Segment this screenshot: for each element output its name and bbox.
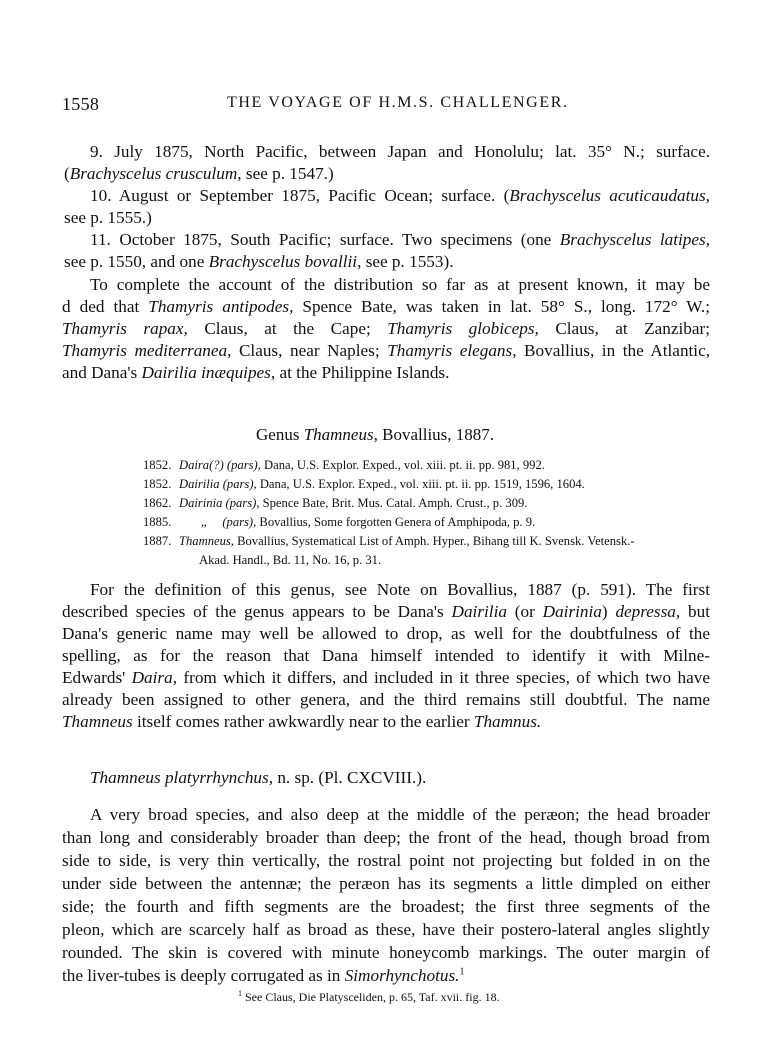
paragraph-line: Thamyris mediterranea, Claus, near Naples; Thamyris elegans, Bovallius, in the Atlantic,: [62, 341, 711, 360]
paragraph-line: A very broad species, and also deep at the middle of the peræon; the head broader: [90, 805, 710, 824]
paragraph-line: and Dana's Dairilia inæquipes, at the Philippine Islands.: [62, 363, 450, 382]
synonymy-entry: Akad. Handl., Bd. 11, No. 16, p. 31.: [199, 553, 382, 567]
paragraph-line: than long and considerably broader than deep; the front of the head, though broad from: [62, 828, 710, 847]
list-item: 10. August or September 1875, Pacific Ocean; surface. (Brachyscelus acuticaudatus,: [90, 186, 710, 205]
paragraph-line: rounded. The skin is covered with minute honeycomb markings. The outer margin of: [62, 943, 710, 962]
list-item: 9. July 1875, North Pacific, between Japan and Honolulu; lat. 35° N.; surface.: [90, 142, 710, 161]
paragraph-line: described species of the genus appears to be Dana's Dairilia (or Dairinia) depressa, but: [62, 602, 711, 621]
paragraph-line: Edwards' Daira, from which it differs, and included in it three species, of which two have: [62, 668, 710, 687]
paragraph-line: side; the fourth and fifth segments are the broadest; the first three segments of the: [62, 897, 710, 916]
list-item: see p. 1550, and one Brachyscelus bovallii, see p. 1553).: [64, 252, 454, 271]
paragraph-line: Thamneus itself comes rather awkwardly near to the earlier Thamnus.: [62, 712, 542, 731]
paragraph-line: pleon, which are scarcely half as broad as these, have their postero-lateral angles slightly: [62, 920, 710, 939]
paragraph-line: spelling, as for the reason that Dana himself intended to identify it with Milne-: [62, 646, 710, 665]
list-item: 11. October 1875, South Pacific; surface. Two specimens (one Brachyscelus latipes,: [90, 230, 710, 249]
running-title: THE VOYAGE OF H.M.S. CHALLENGER.: [227, 94, 569, 111]
paragraph-line: already been assigned to other genera, and the third remains still doubtful. The name: [62, 690, 710, 709]
paragraph-line: under side between the antennæ; the peræon has its segments a little dimpled on either: [62, 874, 710, 893]
footnote: $^1$ See Claus, Die Platysceliden, p. 65, Taf. xvii. fig. 18.: [238, 989, 500, 1004]
book-page: 1558 THE VOYAGE OF H.M.S. CHALLENGER. 9. July 1875, North Pacific, between Japan and Honolulu; lat. 35° N.; surface. (Brachyscelus crusculum, see p. 1547.) 10. August or September 1875, Pacific Ocean; surface. (Brachyscelus acuticaudatus, see p. 1555.) 11. October 1875, South Pacific; surface. Two specimens (one Brachyscelus latipes, see p. 1550, and one Brachyscelus bovallii, see p. 1553). To complete the account of the distribution so far as at present known, it may be d ded that Thamyris antipodes, Spence Bate, was taken in lat. 58° S., long. 172° W.; Thamyris rapax, Claus, at the Cape; Thamyris globiceps, Claus, at Zanzibar; Thamyris mediterranea, Claus, near Naples; Thamyris elegans, Bovallius, in the Atlantic, and Dana's Dairilia inæquipes, at the Philippine Islands. Genus Thamneus, Bovallius, 1887. 1852. Daira(?) (pars), Dana, U.S. Explor. Exped., vol. xiii. pt. ii. pp. 981, 992. 1852. Dairilia (pars), Dana, U.S. Explor. Exped., vol. xiii. pt. ii. pp. 1519, 1596, 1604. 1862. Dairinia (pars), Spence Bate, Brit. Mus. Catal. Amph. Crust., p. 309. 1885. „ (pars), Bovallius, Some forgotten Genera of Amphipoda, p. 9. 1887. Thamneus, Bovallius, Systematical List of Amph. Hyper., Bihang till K. Svensk. Vetensk.- Akad. Handl., Bd. 11, No. 16, p. 31. For the definition of this genus, see Note on Bovallius, 1887 (p. 591). The first described species of the genus appears to be Dana's Dairilia (or Dairinia) depressa, but Dana's generic name may well be allowed to drop, as well for the doubtfulness of the spelling, as for the reason that Dana himself intended to identify it with Milne- Edwards' Daira, from which it differs, and included in it three species, of which two have already been assigned to other genera, and the third remains still doubtful. The name Thamneus itself comes rather awkwardly near to the earlier Thamnus. Thamneus platyrrhynchus, n. sp. (Pl. CXCVIII.). A very broad species, and also deep at the middle of the peræon; the head broader than long and considerably broader than deep; the front of the head, though broad from side to side, is very thin vertically, the rostral point not projecting but folded in on the under side between the antennæ; the peræon has its segments a little dimpled on either side; the fourth and fifth segments are the broadest; the first three segments of the pleon, which are scarcely half as broad as these, have their postero-lateral angles slightly rounded. The skin is covered with minute honeycomb markings. The outer margin of the liver-tubes is deeply corrugated as in Simorhynchotus.$^1$ $^1$ See Claus, Die Platysceliden, p. 65, Taf. xvii. fig. 18.: [62, 94, 711, 1004]
page-number: 1558: [62, 94, 100, 114]
paragraph-line: the liver-tubes is deeply corrugated as in Simorhynchotus.$^1$: [62, 966, 465, 985]
list-item: (Brachyscelus crusculum, see p. 1547.): [64, 164, 334, 183]
paragraph-line: Thamyris rapax, Claus, at the Cape; Thamyris globiceps, Claus, at Zanzibar;: [62, 319, 710, 338]
footnote-marker: 1: [459, 966, 465, 978]
paragraph-line: d ded that Thamyris antipodes, Spence Bate, was taken in lat. 58° S., long. 172° W.;: [62, 297, 710, 316]
page-header: [62, 94, 710, 120]
paragraph-line: For the definition of this genus, see Note on Bovallius, 1887 (p. 591). The first: [90, 580, 710, 599]
paragraph-line: side to side, is very thin vertically, the rostral point not projecting but folded in on the: [62, 851, 710, 870]
paragraph-line: Dana's generic name may well be allowed to drop, as well for the doubtfulness of the: [62, 624, 710, 643]
genus-heading: Genus Thamneus, Bovallius, 1887.: [256, 425, 495, 444]
paragraph-line: To complete the account of the distribution so far as at present known, it may be: [90, 275, 710, 294]
list-item: see p. 1555.): [64, 208, 152, 227]
species-heading: Thamneus platyrrhynchus, n. sp. (Pl. CXCVIII.).: [90, 768, 427, 787]
